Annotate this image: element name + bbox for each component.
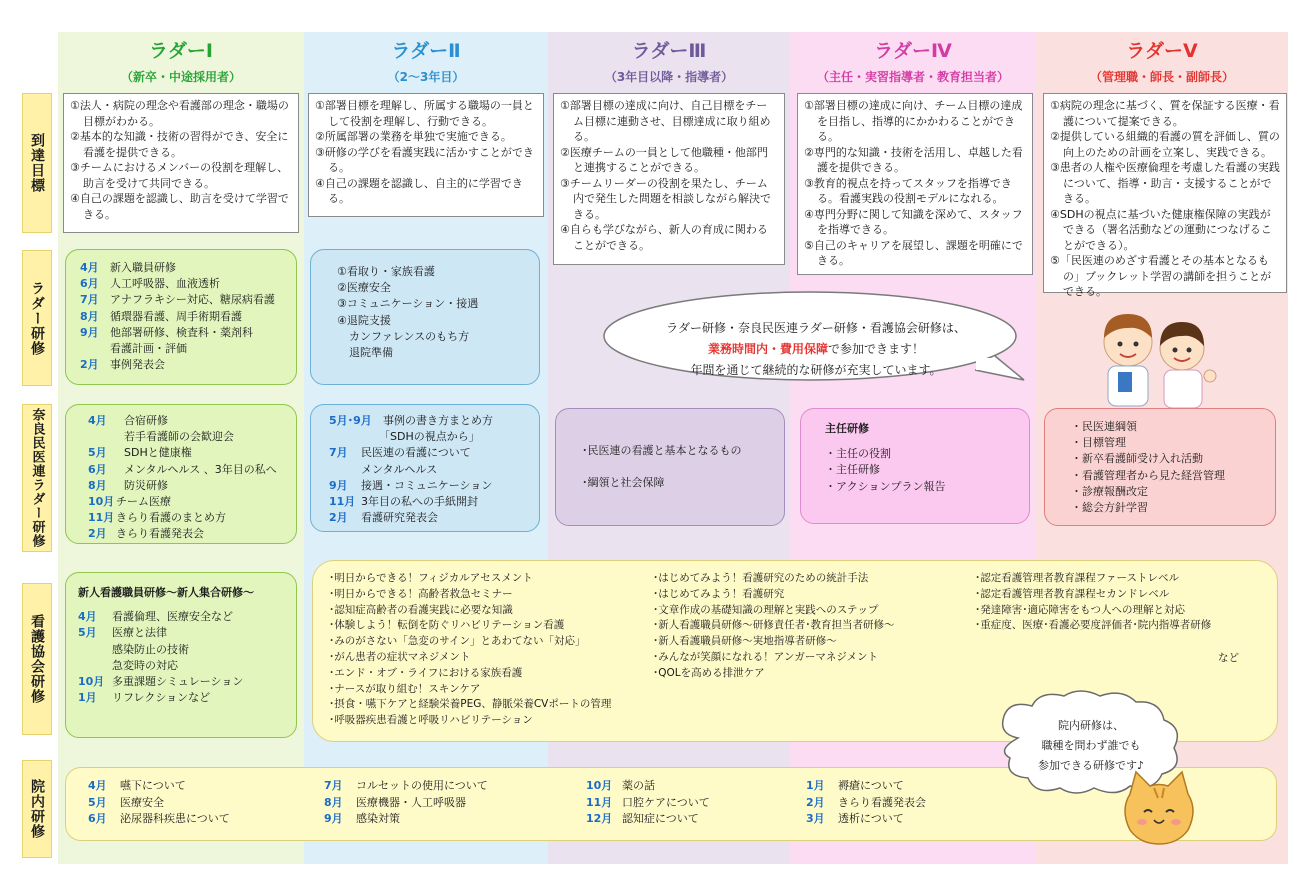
list-item: ･QOLを高める排泄ケア bbox=[653, 666, 765, 679]
list-item: 感染防止の技術 bbox=[112, 642, 189, 656]
list-item: ･摂食・嚥下ケアと経験栄養PEG、静脈栄養CVポートの管理 bbox=[329, 698, 612, 711]
list-item: 9月 接遇・コミュニケーション bbox=[329, 478, 493, 492]
bubble-text bbox=[616, 318, 1016, 381]
list-item: ･綱領と社会保障 bbox=[582, 476, 665, 489]
kyokai-list-c bbox=[975, 571, 1211, 634]
list-item: ･認定看護管理者教育課程ファーストレベル bbox=[975, 572, 1180, 584]
list-item: ・民医連綱領 bbox=[1071, 420, 1137, 433]
list-item: 4月 看護倫理、医療安全など bbox=[78, 610, 233, 624]
cloud-text bbox=[1006, 716, 1176, 776]
goal-box-ladder4 bbox=[797, 93, 1033, 275]
list-item: ④退院支援 bbox=[337, 313, 391, 327]
nara2-training-box bbox=[310, 404, 540, 532]
list-item: ･がん患者の症状マネジメント bbox=[329, 650, 471, 663]
level-title: ラダーⅤ bbox=[1126, 40, 1198, 62]
list-item: 2月 事例発表会 bbox=[80, 358, 165, 372]
cloud-line: 職種を問わず誰でも bbox=[1041, 739, 1141, 752]
list-item: 11月 きらり看護のまとめ方 bbox=[88, 511, 226, 525]
list-item: 11月 3年目の私への手紙開封 bbox=[329, 495, 478, 509]
list-item: 退院準備 bbox=[349, 346, 393, 360]
row-label-goal: 到達目標 bbox=[22, 93, 52, 233]
goal-item: ④自己の課題を認識し、助言を受けて学習できる。 bbox=[70, 192, 289, 221]
list-item: 11月 口腔ケアについて bbox=[586, 795, 710, 809]
list-item: 12月 認知症について bbox=[586, 812, 699, 825]
bubble-line: 業務時間内・費用保障で参加できます！ bbox=[707, 342, 925, 356]
level-title: ラダーⅡ bbox=[391, 40, 461, 62]
list-item: ･重症度、医療･看護必要度評価者･院内指導者研修 bbox=[975, 619, 1212, 632]
goal-item: ④自己の課題を認識し、自主的に学習できる。 bbox=[315, 176, 523, 205]
bubble-line: ラダー研修・奈良民医連ラダー研修・看護協会研修は、 bbox=[666, 321, 966, 335]
kyokai1-training-box bbox=[65, 572, 297, 738]
list-item: ･呼吸器疾患看護と呼吸リハビリテーション bbox=[329, 714, 533, 727]
list-item: 1月 リフレクションなど bbox=[78, 691, 211, 705]
list-item: 6月 泌尿器科疾患について bbox=[88, 812, 230, 825]
list-item: ③コミュニケーション・接遇 bbox=[337, 297, 479, 311]
nara4-title: 主任研修 bbox=[825, 422, 869, 435]
list-item: 看護計画・評価 bbox=[110, 342, 187, 356]
goal-item: ③教育的視点を持ってスタッフを指導できる。看護実践の役割モデルになれる。 bbox=[804, 176, 1012, 205]
kyokai-etc: など bbox=[1218, 652, 1239, 664]
level-subtitle: （3年目以降・指導者） bbox=[604, 70, 734, 84]
ladder2-training-box bbox=[310, 249, 540, 385]
goal-item: ②医療チームの一員として他職種・他部門と連携することができる。 bbox=[560, 145, 768, 174]
list-item: 7月 民医連の看護について bbox=[329, 446, 471, 460]
list-item: 3月 透析について bbox=[806, 812, 904, 825]
goal-item: ①病院の理念に基づく、質を保証する医療・看護について提案できる。 bbox=[1050, 99, 1280, 128]
list-item: 「SDHの視点から」 bbox=[379, 430, 480, 444]
goal-item: ②基本的な知識・技術の習得ができ、安全に看護を提供できる。 bbox=[70, 130, 289, 159]
list-item: ・目標管理 bbox=[1071, 436, 1126, 450]
innai-group bbox=[88, 778, 230, 828]
ladder1-training-box bbox=[65, 249, 297, 385]
bubble-line: 年間を通じて継続的な研修が充実しています。 bbox=[690, 363, 942, 377]
level-title: ラダーⅢ bbox=[631, 40, 707, 62]
list-item: 4月 嚥下について bbox=[88, 779, 186, 792]
list-item: 10月 薬の話 bbox=[586, 779, 655, 792]
list-item: 4月 新入職員研修 bbox=[80, 261, 176, 274]
list-item: 1月 褥瘡について bbox=[806, 779, 904, 792]
goal-box-ladder3 bbox=[553, 93, 785, 265]
goal-box-ladder5 bbox=[1043, 93, 1287, 298]
row-label-innai: 院内研修 bbox=[22, 760, 52, 858]
list-item: 5月 医療安全 bbox=[88, 795, 164, 809]
nara5-training-box bbox=[1044, 408, 1276, 526]
goal-item: ③研修の学びを看護実践に活かすことができる。 bbox=[315, 145, 534, 174]
list-item: ・看護管理者から見た経営管理 bbox=[1071, 468, 1225, 482]
list-item: 若手看護師の会歓迎会 bbox=[124, 430, 234, 444]
list-item: 8月 循環器看護、周手術期看護 bbox=[80, 309, 242, 323]
level-subtitle: （主任・実習指導者・教育担当者） bbox=[816, 70, 1009, 84]
list-item: 2月 きらり看護発表会 bbox=[88, 527, 204, 541]
nurses-illustration bbox=[1090, 300, 1220, 410]
list-item: ･新人看護職員研修～研修責任者･教育担当者研修～ bbox=[653, 619, 895, 632]
goal-item: ②所属部署の業務を単独で実施できる。 bbox=[315, 130, 512, 143]
list-item: ･民医連の看護と基本となるもの bbox=[582, 444, 742, 457]
list-item: 10月 多重課題シミュレーション bbox=[78, 675, 244, 689]
goal-item: ③患者の人権や医療倫理を考慮した看護の実践について、指導・助言・支援することができる。 bbox=[1050, 161, 1280, 205]
list-item: ・診療報酬改定 bbox=[1071, 484, 1148, 498]
list-item: 8月 防災研修 bbox=[88, 478, 168, 492]
list-item: ・主任の役割 bbox=[825, 447, 891, 461]
list-item: 7月 アナフラキシー対応、糖尿病看護 bbox=[80, 293, 275, 307]
kyokai1-title: 新人看護職員研修～新人集合研修～ bbox=[78, 586, 254, 599]
goal-item: ④SDHの視点に基づいた健康権保障の実践ができる（署名活動などの運動につなげることができる）。 bbox=[1050, 207, 1272, 252]
goal-item: ②提供している組織的看護の質を評価し、質の向上のための計画を立案し、実践できる。 bbox=[1050, 130, 1280, 159]
cloud-line: 参加できる研修です♪ bbox=[1037, 759, 1145, 772]
list-item: 2月 きらり看護発表会 bbox=[806, 795, 926, 809]
level-subtitle: （新卒・中途採用者） bbox=[120, 70, 241, 84]
list-item: ･体験しよう！転倒を防ぐリハビリテーション看護 bbox=[329, 619, 565, 632]
list-item: ①看取り・家族看護 bbox=[337, 265, 435, 278]
list-item: ･はじめてみよう！看護研究 bbox=[653, 587, 785, 600]
level-title: ラダーⅠ bbox=[149, 40, 213, 62]
list-item: ･認定看護管理者教育課程セカンドレベル bbox=[975, 587, 1170, 600]
goal-item: ③チームリーダーの役割を果たし、チーム内で発生した問題を相談しながら解決できる。 bbox=[560, 176, 771, 221]
list-item: 10月 チーム医療 bbox=[88, 495, 171, 509]
goal-item: ①部署目標の達成に向け、自己目標をチーム目標に連動させ、目標達成に取り組める。 bbox=[560, 99, 771, 143]
list-item: ･発達障害･適応障害をもつ人への理解と対応 bbox=[975, 603, 1185, 616]
row-label-kyokai: 看護協会研修 bbox=[22, 583, 52, 735]
list-item: ･みのがさない「急変のサイン」とあわてない「対応」 bbox=[329, 635, 586, 648]
list-item: 5月･9月 事例の書き方まとめ方 bbox=[329, 414, 493, 427]
list-item: 6月 メンタルヘルス 、3年目の私へ bbox=[88, 462, 277, 476]
list-item: ・アクションプラン報告 bbox=[825, 479, 946, 493]
goal-item: ①部署目標の達成に向け、チーム目標の達成を目指し、指導的にかかわることができる。 bbox=[804, 99, 1023, 143]
list-item: 2月 看護研究発表会 bbox=[329, 511, 438, 525]
list-item: ･認知症高齢者の看護実践に必要な知識 bbox=[329, 603, 513, 616]
list-item: 9月 感染対策 bbox=[324, 812, 400, 825]
goal-item: ①部署目標を理解し、所属する職場の一員として役割を理解し、行動できる。 bbox=[315, 99, 534, 128]
cat-illustration bbox=[1118, 768, 1200, 850]
list-item: 5月 SDHと健康権 bbox=[88, 446, 192, 460]
level-subtitle: （管理職・師長・副師長） bbox=[1089, 70, 1234, 84]
row-label-ladder: ラダー研修 bbox=[22, 250, 52, 386]
list-item: 9月 他部署研修、検査科・薬剤科 bbox=[80, 325, 253, 339]
level-subtitle: （2～3年目） bbox=[387, 70, 465, 84]
cloud-line: 院内研修は、 bbox=[1058, 719, 1124, 732]
nara3-training-box bbox=[555, 408, 785, 526]
list-item: メンタルヘルス bbox=[361, 462, 438, 476]
goal-item: ④自らも学びながら、新人の育成に関わることができる。 bbox=[560, 223, 768, 252]
goal-item: ③チームにおけるメンバーの役割を理解し、助言を受けて共同できる。 bbox=[70, 161, 289, 190]
kyokai-list-a bbox=[329, 571, 611, 729]
list-item: ・総会方針学習 bbox=[1071, 501, 1148, 515]
list-item: ・主任研修 bbox=[825, 463, 880, 477]
list-item: ･はじめてみよう！看護研究のための統計手法 bbox=[653, 572, 869, 584]
goal-item: ①法人・病院の理念や看護部の理念・職場の目標がわかる。 bbox=[70, 99, 289, 128]
kyokai-list-b bbox=[653, 571, 895, 682]
goal-item: ②専門的な知識・技術を活用し、卓越した看護を提供できる。 bbox=[804, 145, 1023, 174]
goal-item: ⑤「民医連のめざす看護とその基本となるもの」ブックレット学習の講師を担うことができる。 bbox=[1050, 254, 1272, 298]
innai-group bbox=[586, 778, 710, 828]
list-item: カンファレンスのもち方 bbox=[349, 329, 470, 343]
list-item: 7月 コルセットの使用について bbox=[324, 779, 488, 792]
list-item: 6月 人工呼吸器、血液透析 bbox=[80, 277, 220, 291]
goal-box-ladder1 bbox=[63, 93, 299, 233]
goal-item: ④専門分野に関して知識を深めて、スタッフを指導できる。 bbox=[804, 207, 1023, 236]
list-item: ･新人看護職員研修～実地指導者研修～ bbox=[653, 635, 837, 648]
goal-item: ⑤自己のキャリアを展望し、課題を明確にできる。 bbox=[804, 238, 1023, 267]
nara1-training-box bbox=[65, 404, 297, 544]
list-item: ・新卒看護師受け入れ活動 bbox=[1071, 452, 1203, 466]
list-item: ②医療安全 bbox=[337, 281, 391, 295]
list-item: 8月 医療機器・人工呼吸器 bbox=[324, 795, 466, 809]
list-item: 急変時の対応 bbox=[112, 658, 178, 672]
list-item: 4月 合宿研修 bbox=[88, 414, 168, 427]
goal-box-ladder2 bbox=[308, 93, 544, 217]
innai-group bbox=[806, 778, 926, 828]
row-label-nara: 奈良民医連ラダー研修 bbox=[22, 404, 52, 552]
list-item: ･文章作成の基礎知識の理解と実践へのステップ bbox=[653, 603, 879, 616]
list-item: ･明日からできる！フィジカルアセスメント bbox=[329, 572, 533, 584]
list-item: 5月 医療と法律 bbox=[78, 626, 167, 640]
innai-group bbox=[324, 778, 488, 828]
list-item: ･みんなが笑顔になれる！アンガーマネジメント bbox=[653, 650, 879, 663]
list-item: ･エンド・オブ・ライフにおける家族看護 bbox=[329, 666, 523, 679]
nara4-training-box bbox=[800, 408, 1030, 524]
list-item: ･明日からできる！高齢者救急セミナー bbox=[329, 587, 513, 600]
level-title: ラダーⅣ bbox=[874, 40, 952, 62]
list-item: ･ナースが取り組む！スキンケア bbox=[329, 682, 481, 695]
